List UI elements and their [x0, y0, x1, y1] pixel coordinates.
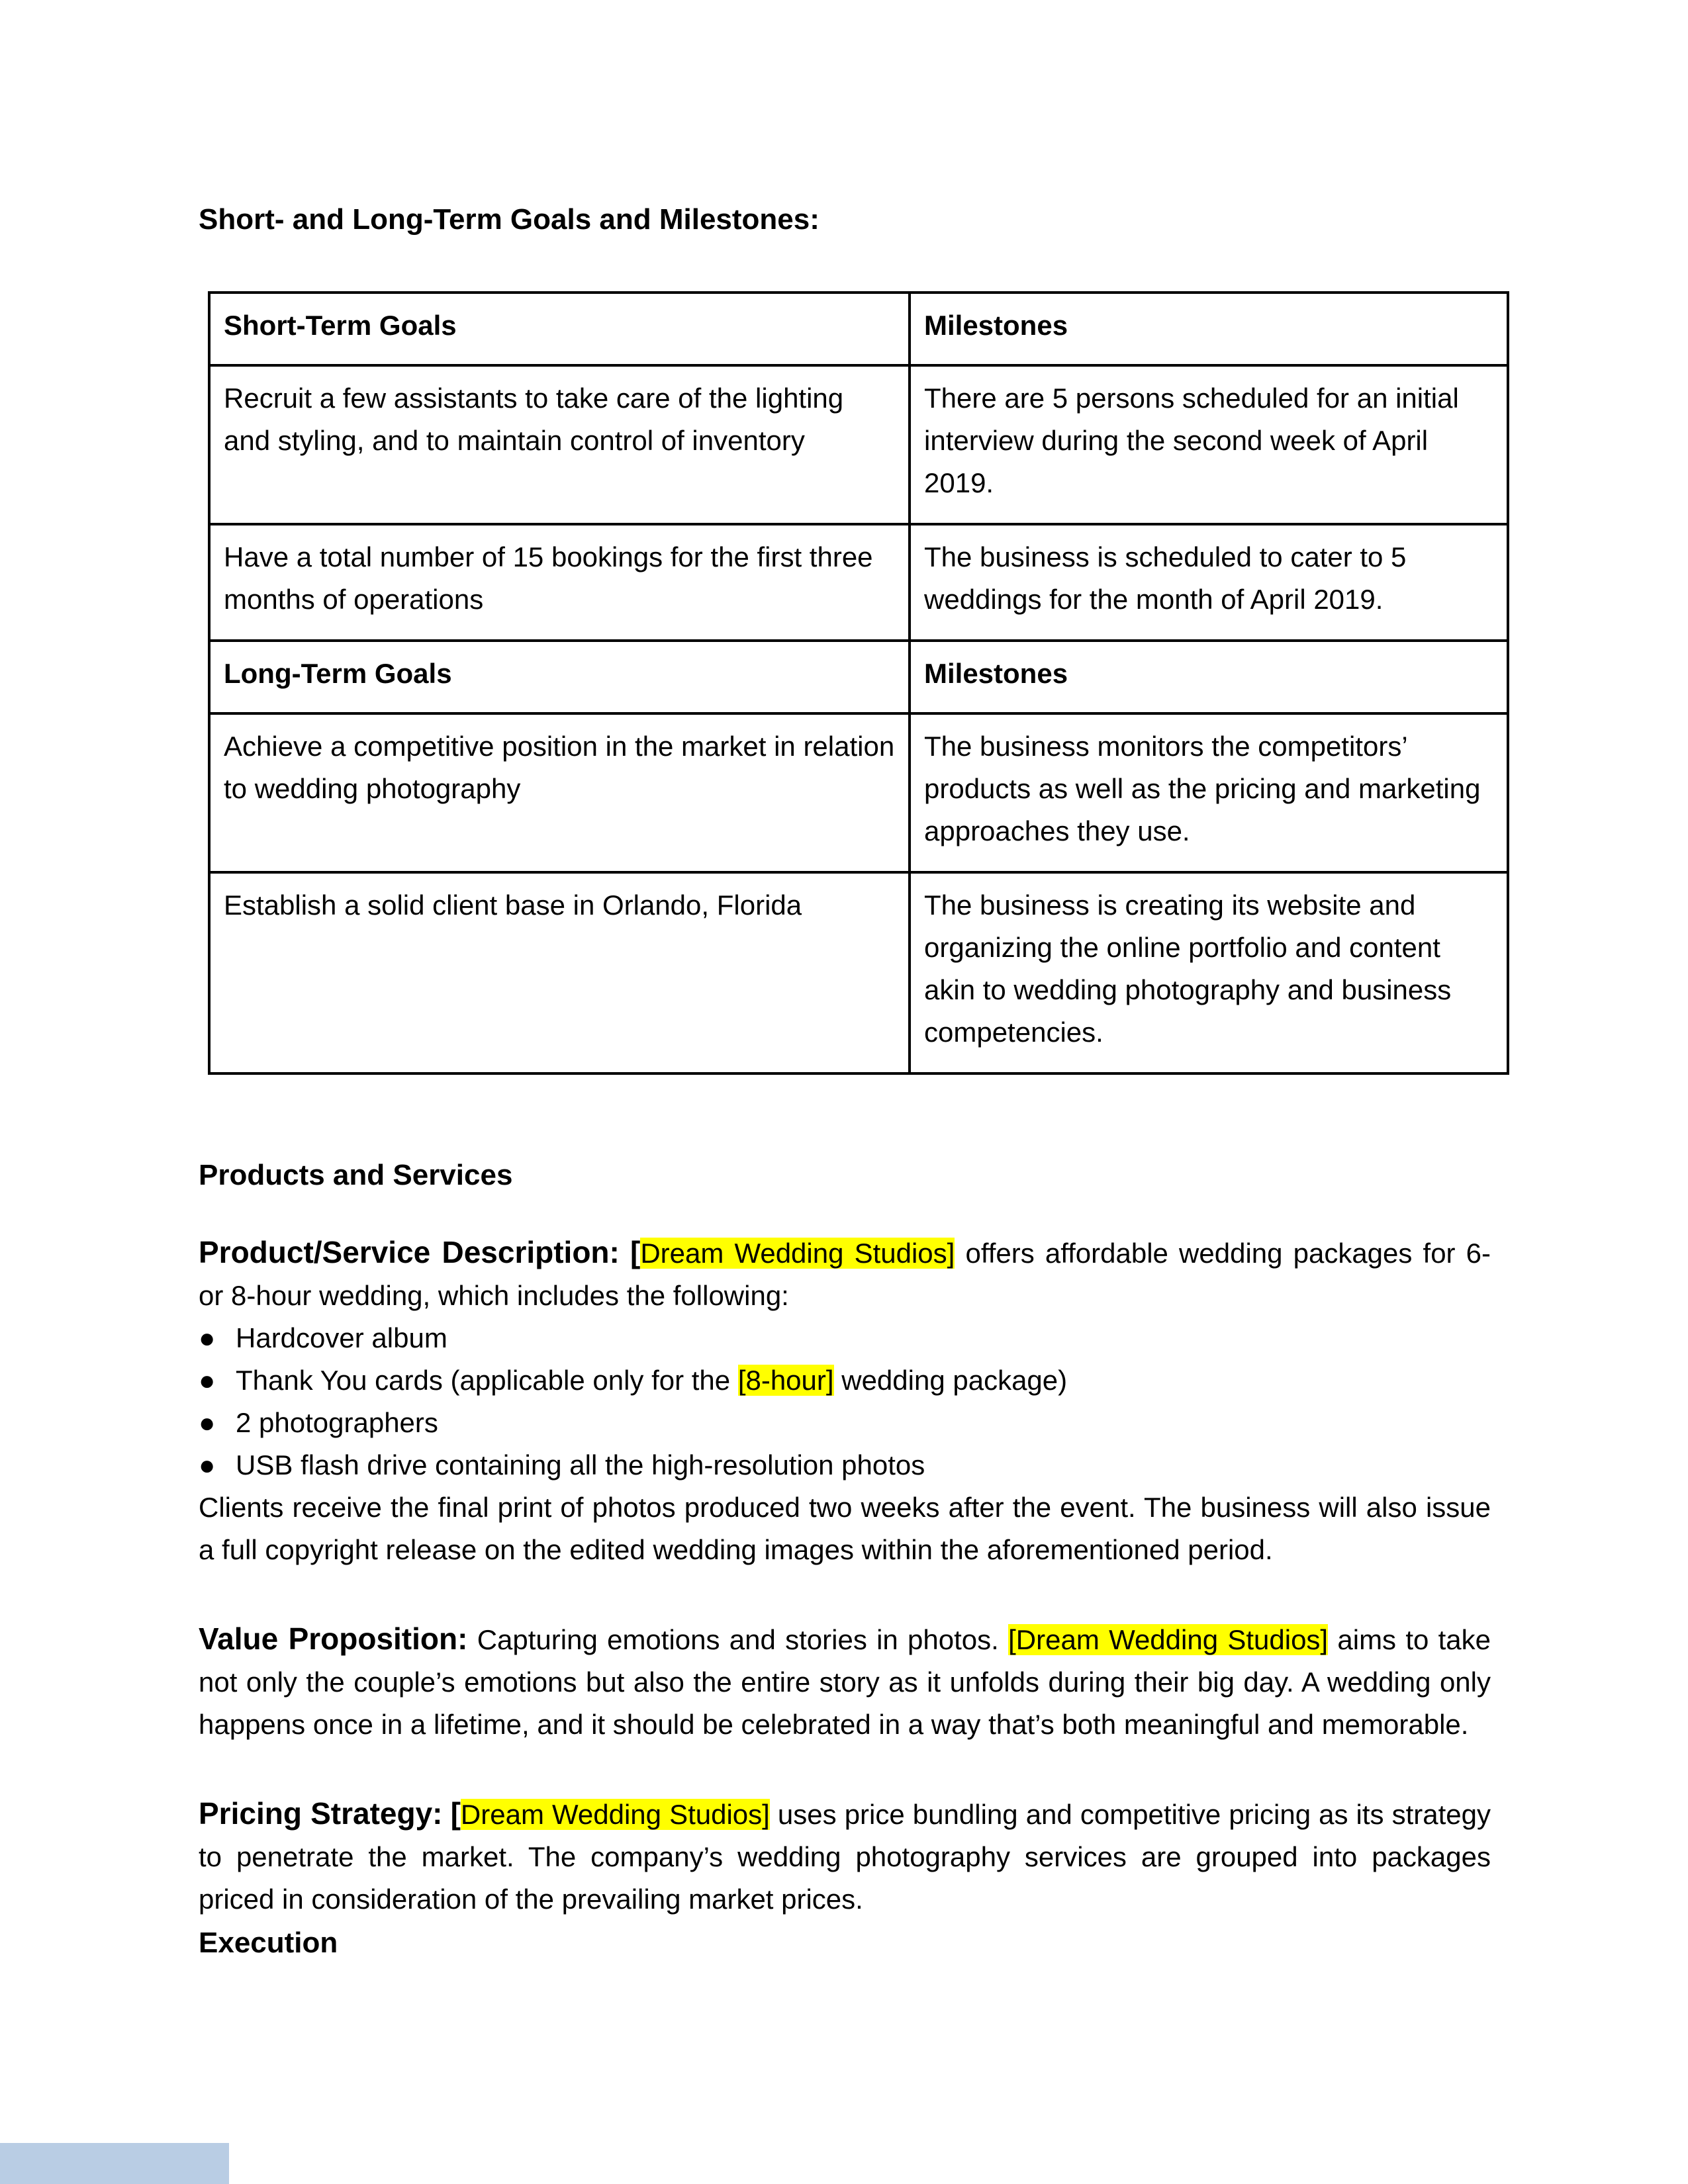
bullet-icon: ●: [199, 1449, 216, 1480]
value-text-after: aims to take not only the couple’s emotions but also the entire story as it unfolds during their big day. A wedding only happens once in a lifetime, and it should be celebrated in a way that’s both meaningful and memorable.: [199, 1624, 1491, 1740]
description-bracket: [: [630, 1235, 641, 1269]
product-description: [199, 1231, 1491, 1571]
table-cell: The business is creating its website and organizing the online portfolio and content akin to wedding photography and business competencies.: [910, 872, 1508, 1073]
company-name-highlight: Dream Wedding Studios]: [640, 1238, 955, 1269]
list-item: ● Thank You cards (applicable only for the [8-hour] wedding package): [199, 1359, 1491, 1402]
table-cell: Recruit a few assistants to take care of the lighting and styling, and to maintain control of inventory: [209, 365, 910, 524]
pricing-bracket: [: [450, 1796, 461, 1831]
table-header-row: [209, 293, 1508, 365]
description-label: Product/Service Description:: [199, 1235, 620, 1269]
bullet-icon: ●: [199, 1407, 216, 1438]
value-text-before: Capturing emotions and stories in photos.: [467, 1624, 1009, 1655]
execution-heading: Execution: [199, 1927, 338, 1959]
table-row: [209, 713, 1508, 872]
table-row: [209, 872, 1508, 1073]
table-cell: Have a total number of 15 bookings for the first three months of operations: [209, 524, 910, 641]
company-name-highlight: Dream Wedding Studios]: [460, 1799, 770, 1830]
description-text: offers affordable wedding packages for 6- or 8-hour wedding, which includes the following:: [199, 1238, 1491, 1311]
value-proposition: [199, 1617, 1491, 1746]
goals-heading: Short- and Long-Term Goals and Milestones:: [199, 203, 820, 236]
list-item: ● Hardcover album: [199, 1317, 1491, 1359]
table-row: [209, 524, 1508, 641]
table-header-cell: Milestones: [910, 293, 1508, 365]
pricing-label: Pricing Strategy:: [199, 1796, 443, 1831]
table-header-cell: Long-Term Goals: [209, 641, 910, 713]
footer-accent-bar: [0, 2143, 229, 2184]
bullet-icon: ●: [199, 1365, 216, 1396]
pricing-text: uses price bundling and competitive pricing as its strategy to penetrate the market. The company’s wedding photography services are grouped into packages priced in consideration of the prevailing market prices.: [199, 1799, 1491, 1915]
description-closing: Clients receive the final print of photos produced two weeks after the event. The business will also issue a full copyright release on the edited wedding images within the aforementioned period.: [199, 1492, 1491, 1565]
table-header-cell: Short-Term Goals: [209, 293, 910, 365]
table-cell: Achieve a competitive position in the market in relation to wedding photography: [209, 713, 910, 872]
products-heading: Products and Services: [199, 1159, 513, 1191]
package-list: [199, 1317, 1491, 1486]
package-hours-highlight: [8-hour]: [737, 1365, 834, 1396]
company-name-highlight: [Dream Wedding Studios]: [1008, 1624, 1329, 1655]
pricing-strategy: [199, 1792, 1491, 1921]
goals-table: [208, 291, 1509, 1075]
table-cell: Establish a solid client base in Orlando, Florida: [209, 872, 910, 1073]
table-header-row: [209, 641, 1508, 713]
list-item: ● 2 photographers: [199, 1402, 1491, 1444]
table-cell: The business is scheduled to cater to 5 weddings for the month of April 2019.: [910, 524, 1508, 641]
table-cell: The business monitors the competitors’ products as well as the pricing and marketing approaches they use.: [910, 713, 1508, 872]
value-label: Value Proposition:: [199, 1621, 468, 1656]
list-item: ● USB flash drive containing all the high-resolution photos: [199, 1444, 1491, 1486]
bullet-icon: ●: [199, 1322, 216, 1353]
table-row: [209, 365, 1508, 524]
table-cell: There are 5 persons scheduled for an initial interview during the second week of April 2019.: [910, 365, 1508, 524]
table-header-cell: Milestones: [910, 641, 1508, 713]
